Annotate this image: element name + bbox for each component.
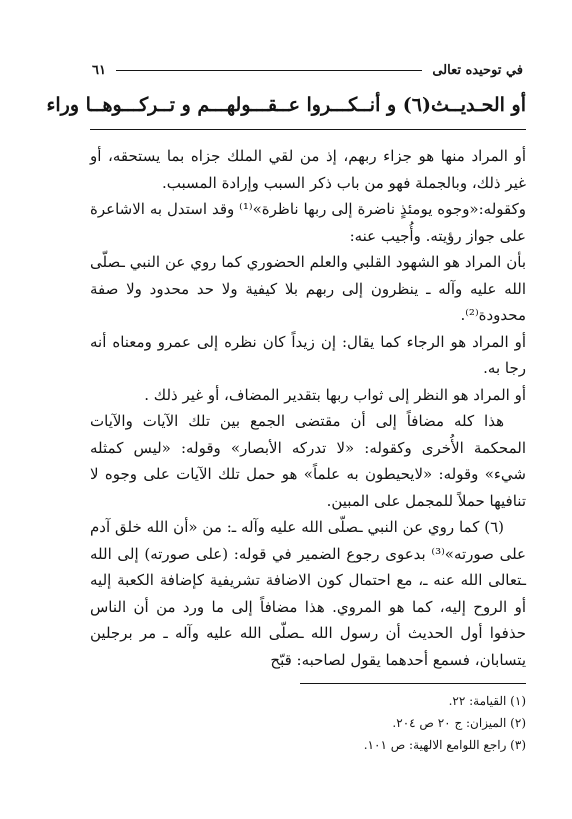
paragraph: هذا كله مضافاً إلى أن مقتضى الجمع بين تلك الآيات والآيات المحكمة الأُخرى وكقوله: «لا تدركه الأبصار» وقوله: «ليس كمثله شيء» وقوله: «لايحيطون به علماً» هو حمل تلك الآيات على وجوه لا تنافيها حملاً للمجمل على المبين. — [90, 412, 526, 510]
running-title: في توحيده تعالى — [432, 62, 523, 78]
body-text — [90, 143, 526, 673]
footnote: (٢) الميزان: ج ٢٠ ص ٢٠٤. — [392, 716, 526, 730]
header-rule — [116, 70, 422, 71]
footnotes — [300, 690, 526, 756]
paragraph: أو المراد منها هو جزاء ربهم، إذ من لقي الملك جزاه بما يستحقه، أو غير ذلك، وبالجملة فهو من باب ذكر السبب وإرادة المسبب. — [90, 147, 526, 192]
paragraph: (٦) كما روي عن النبي ـصلّى الله عليه وآله ـ: من «أن الله خلق آدم على صورته»⁽³⁾ بدعوى رجوع الضمير في قوله: (على صورته) إلى الله ـتعالى الله عنه ـ، مع احتمال كون الاضافة تشريفية كإضافة الكعبة إليه أو الروح إليه، كما هو المروي. هذا مضافاً إلى ما ورد من أن الناس حذفوا أول الحديث أن رسول الله ـصلّى الله عليه وآله ـ مر برجلين يتسابان، فسمع أحدهما يقول لصاحبه: قبّح — [90, 518, 526, 669]
paragraph: وكقوله:«وجوه يومئذٍ ناضرة إلى ربها ناظرة»⁽¹⁾ وقد استدل به الاشاعرة على جواز رؤيته. وأُجيب عنه: — [90, 200, 526, 245]
continued-text-line: أو الحـديــث(٦) و أنــكـــروا عــقـــولهـــم و تــركـــوهــا وراء — [46, 94, 526, 116]
paragraph: أو المراد هو النظر إلى ثواب ربها بتقدير المضاف، أو غير ذلك . — [144, 385, 526, 404]
page-number: ٦١ — [92, 62, 106, 78]
footnote: (١) القيامة: ٢٢. — [448, 694, 526, 708]
footnote: (٣) راجع اللوامع الالهية: ص ١٠١. — [363, 738, 526, 752]
paragraph: أو المراد هو الرجاء كما يقال: إن زيداً كان نظره إلى عمرو ومعناه أنه رجا به. — [90, 332, 526, 377]
separator-rule — [90, 129, 526, 130]
footnote-rule — [300, 683, 526, 684]
paragraph: بأن المراد هو الشهود القلبي والعلم الحضوري كما روي عن النبي ـصلّى الله عليه وآله ـ ينظرون إلى ربهم بلا كيفية ولا حد محدود ولا صفة محدودة⁽²⁾. — [90, 253, 526, 324]
running-header — [92, 60, 523, 80]
